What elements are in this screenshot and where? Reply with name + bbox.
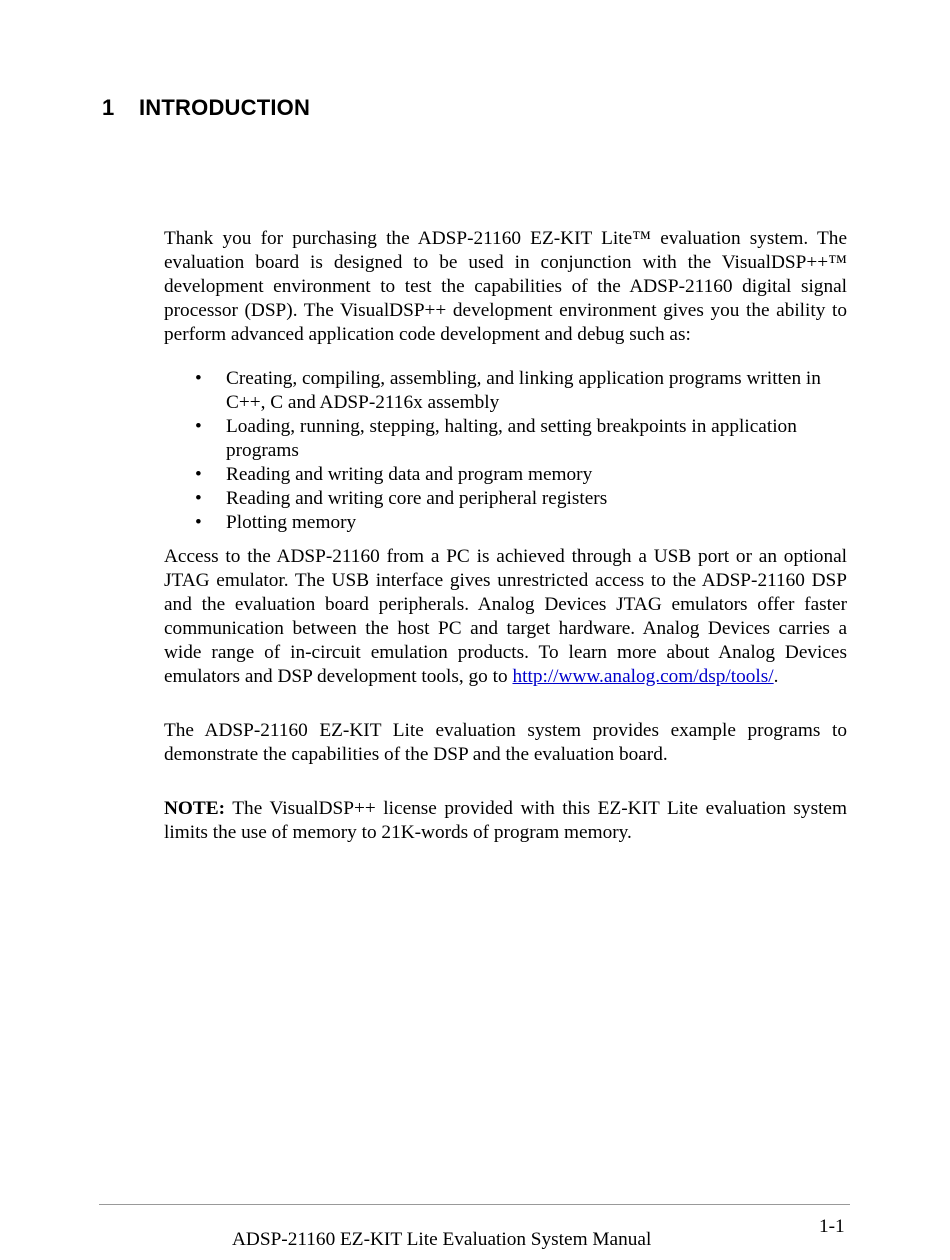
footer-manual-title: ADSP-21160 EZ-KIT Lite Evaluation System Manual	[232, 1229, 652, 1250]
chapter-title: INTRODUCTION	[139, 95, 311, 120]
bullet-icon: •	[195, 464, 202, 485]
list-item	[164, 367, 847, 415]
bullet-icon: •	[195, 488, 202, 509]
page-number: 1-1	[819, 1216, 845, 1237]
intro-paragraph: Thank you for purchasing the ADSP-21160 EZ-KIT Lite™ evaluation system. The evaluation board is designed to be used in conjunction with the VisualDSP++™ development environment to test the capabilities of the ADSP-21160 digital signal processor (DSP). The VisualDSP++ development environment gives you the ability to perform advanced application code development and debug such as:	[164, 228, 847, 345]
list-item-text: Reading and writing core and peripheral registers	[226, 488, 608, 509]
access-paragraph	[164, 545, 847, 689]
access-paragraph-end: .	[773, 666, 779, 687]
list-item-text: Plotting memory	[226, 512, 357, 533]
list-item	[164, 463, 847, 487]
list-item-text: Reading and writing data and program memory	[226, 464, 593, 485]
list-item-text: Creating, compiling, assembling, and linking application programs written in C++, C and ADSP-2116x assembly	[226, 368, 821, 413]
access-paragraph-text: Access to the ADSP-21160 from a PC is achieved through a USB port or an optional JTAG emulator. The USB interface gives unrestricted access to the ADSP-21160 DSP and the evaluation board peripherals. Analog Devices JTAG emulators offer faster communication between the host PC and target hardware. Analog Devices carries a wide range of in-circuit emulation products. To learn more about Analog Devices emulators and DSP development tools, go to	[164, 546, 847, 687]
feature-list	[164, 367, 847, 535]
chapter-number: 1	[102, 95, 115, 120]
main-content	[164, 227, 847, 845]
tools-link[interactable]: http://www.analog.com/dsp/tools/	[512, 666, 774, 687]
list-item	[164, 511, 847, 535]
chapter-heading	[102, 95, 310, 121]
list-item-text: Loading, running, stepping, halting, and setting breakpoints in application programs	[226, 416, 797, 461]
bullet-icon: •	[195, 512, 202, 533]
bullet-icon: •	[195, 368, 202, 389]
list-item	[164, 487, 847, 511]
examples-paragraph: The ADSP-21160 EZ-KIT Lite evaluation system provides example programs to demonstrate the capabilities of the DSP and the evaluation board.	[164, 720, 847, 765]
note-text: The VisualDSP++ license provided with this EZ-KIT Lite evaluation system limits the use of memory to 21K-words of program memory.	[164, 798, 847, 843]
list-item	[164, 415, 847, 463]
bullet-icon: •	[195, 416, 202, 437]
footer-divider	[99, 1204, 850, 1205]
note-label: NOTE:	[164, 798, 226, 819]
note-paragraph	[164, 797, 847, 845]
